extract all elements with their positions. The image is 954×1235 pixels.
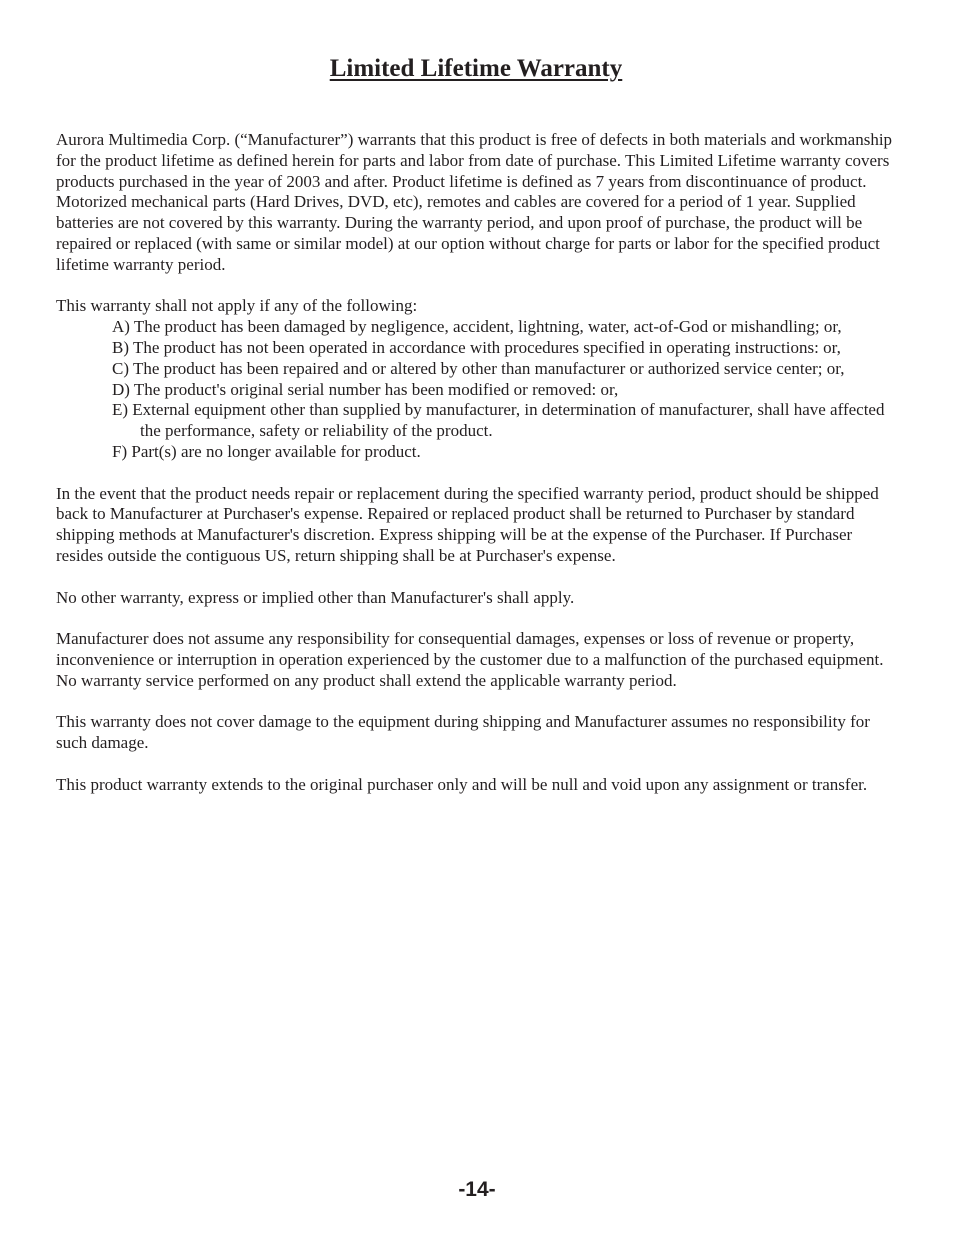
list-item: B) The product has not been operated in accordance with procedures specified in operating instructions: or, <box>112 337 841 357</box>
exclusions-intro: This warranty shall not apply if any of the following: <box>56 296 418 316</box>
no-other-warranty-paragraph: No other warranty, express or implied other than Manufacturer's shall apply. <box>56 587 575 607</box>
list-item: A) The product has been damaged by negligence, accident, lightning, water, act-of-God or mishandling; or, <box>112 317 842 337</box>
document-page <box>56 52 896 816</box>
liability-paragraph: Manufacturer does not assume any responsibility for consequential damages, expenses or loss of revenue or property, inconvenience or interruption in operation experienced by the customer due to a malfunction of the purchased equipment. No warranty service performed on any product shall extend the applicable warranty period. <box>56 629 884 690</box>
list-item: F) Part(s) are no longer available for product. <box>112 441 421 461</box>
shipping-paragraph: In the event that the product needs repair or replacement during the specified warranty period, product should be shipped back to Manufacturer at Purchaser's expense. Repaired or replaced product shall be returned to Purchaser by standard shipping methods at Manufacturer's discretion. Express shipping will be at the expense of the Purchaser. If Purchaser resides outside the contiguous US, return shipping shall be at Purchaser's expense. <box>56 483 879 565</box>
shipping-damage-paragraph: This warranty does not cover damage to the equipment during shipping and Manufacturer assumes no responsibility for such damage. <box>56 712 870 753</box>
list-item: C) The product has been repaired and or altered by other than manufacturer or authorized service center; or, <box>112 358 845 378</box>
list-item: D) The product's original serial number has been modified or removed: or, <box>112 379 619 399</box>
page-number: -14- <box>458 1178 496 1201</box>
exclusions-list <box>56 317 896 463</box>
list-item: E) External equipment other than supplied by manufacturer, in determination of manufacturer, shall have affected the performance, safety or reliability of the product. <box>112 400 885 441</box>
page-title: Limited Lifetime Warranty <box>329 55 623 82</box>
transfer-paragraph: This product warranty extends to the original purchaser only and will be null and void upon any assignment or transfer. <box>56 774 868 794</box>
intro-paragraph: Aurora Multimedia Corp. (“Manufacturer”) warrants that this product is free of defects in both materials and workmanship for the product lifetime as defined herein for parts and labor from date of purchase. This Limited Lifetime warranty covers products purchased in the year of 2003 and after. Product lifetime is defined as 7 years from discontinuance of product. Motorized mechanical parts (Hard Drives, DVD, etc), remotes and cables are covered for a period of 1 year. Supplied batteries are not covered by this warranty. During the warranty period, and upon proof of purchase, the product will be repaired or replaced (with same or similar model) at our option without charge for parts or labor for the specified product lifetime warranty period. <box>56 130 893 274</box>
